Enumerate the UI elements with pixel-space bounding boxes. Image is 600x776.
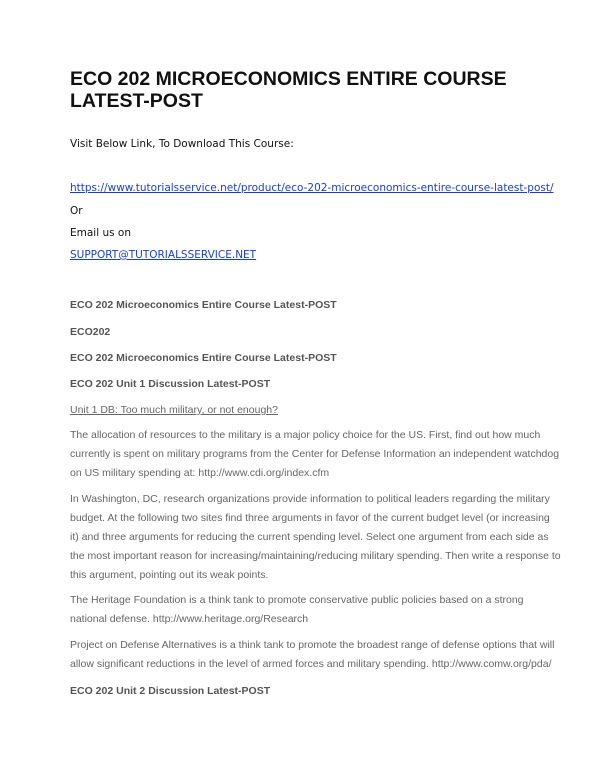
email-label: Email us on [70, 227, 132, 239]
paragraph-line: this argument, pointing out its weak points. [70, 569, 269, 581]
support-email-link[interactable]: SUPPORT@TUTORIALSSERVICE.NET [70, 249, 257, 261]
paragraph-line: Project on Defense Alternatives is a think tank to promote the broadest range of defense options that will [70, 639, 555, 651]
unit2-discussion-heading: ECO 202 Unit 2 Discussion Latest-POST [70, 685, 271, 697]
paragraph-line: budget. At the following two sites find three arguments in favor of the current budget level (or increasing [70, 512, 550, 524]
paragraph-research-organizations [70, 490, 561, 585]
course-heading: ECO 202 Microeconomics Entire Course Latest-POST [70, 299, 337, 311]
paragraph-line: on US military spending at: http://www.cdi.org/index.cfm [70, 467, 330, 479]
page-title: ECO 202 MICROECONOMICS ENTIRE COURSE LATEST-POST [70, 68, 507, 112]
paragraph-line: the most important reason for increasing/maintaining/reducing military spending. Then write a response to [70, 550, 561, 562]
paragraph-military-allocation [70, 426, 560, 483]
visit-instructions: Visit Below Link, To Download This Course: [70, 138, 294, 150]
unit1-discussion-heading: ECO 202 Unit 1 Discussion Latest-POST [70, 378, 271, 390]
paragraph-line: The Heritage Foundation is a think tank to promote conservative public policies based on a strong [70, 594, 524, 606]
course-code-heading: ECO202 [70, 326, 111, 338]
paragraph-line: allow significant reductions in the level of armed forces and military spending. http://www.comw.org/pda/ [70, 658, 552, 670]
paragraph-line: In Washington, DC, research organizations provide information to political leaders regarding the military [70, 493, 550, 505]
paragraph-defense-alternatives [70, 636, 555, 674]
course-download-link[interactable]: https://www.tutorialsservice.net/product/eco-202-microeconomics-entire-course-latest-post/ [70, 182, 554, 194]
paragraph-line: The allocation of resources to the military is a major policy choice for the US. First, find out how much [70, 429, 541, 441]
course-heading-repeat: ECO 202 Microeconomics Entire Course Latest-POST [70, 352, 337, 364]
or-text: Or [70, 205, 83, 217]
paragraph-line: it) and three arguments for reducing the current spending level. Select one argument from each side as [70, 531, 549, 543]
paragraph-line: currently is spent on military programs from the Center for Defense Information an independent watchdog [70, 448, 560, 460]
unit1-db-link[interactable]: Unit 1 DB: Too much military, or not enough? [70, 404, 278, 416]
paragraph-heritage-foundation [70, 591, 540, 629]
paragraph-line: national defense. http://www.heritage.org/Research [70, 613, 309, 625]
